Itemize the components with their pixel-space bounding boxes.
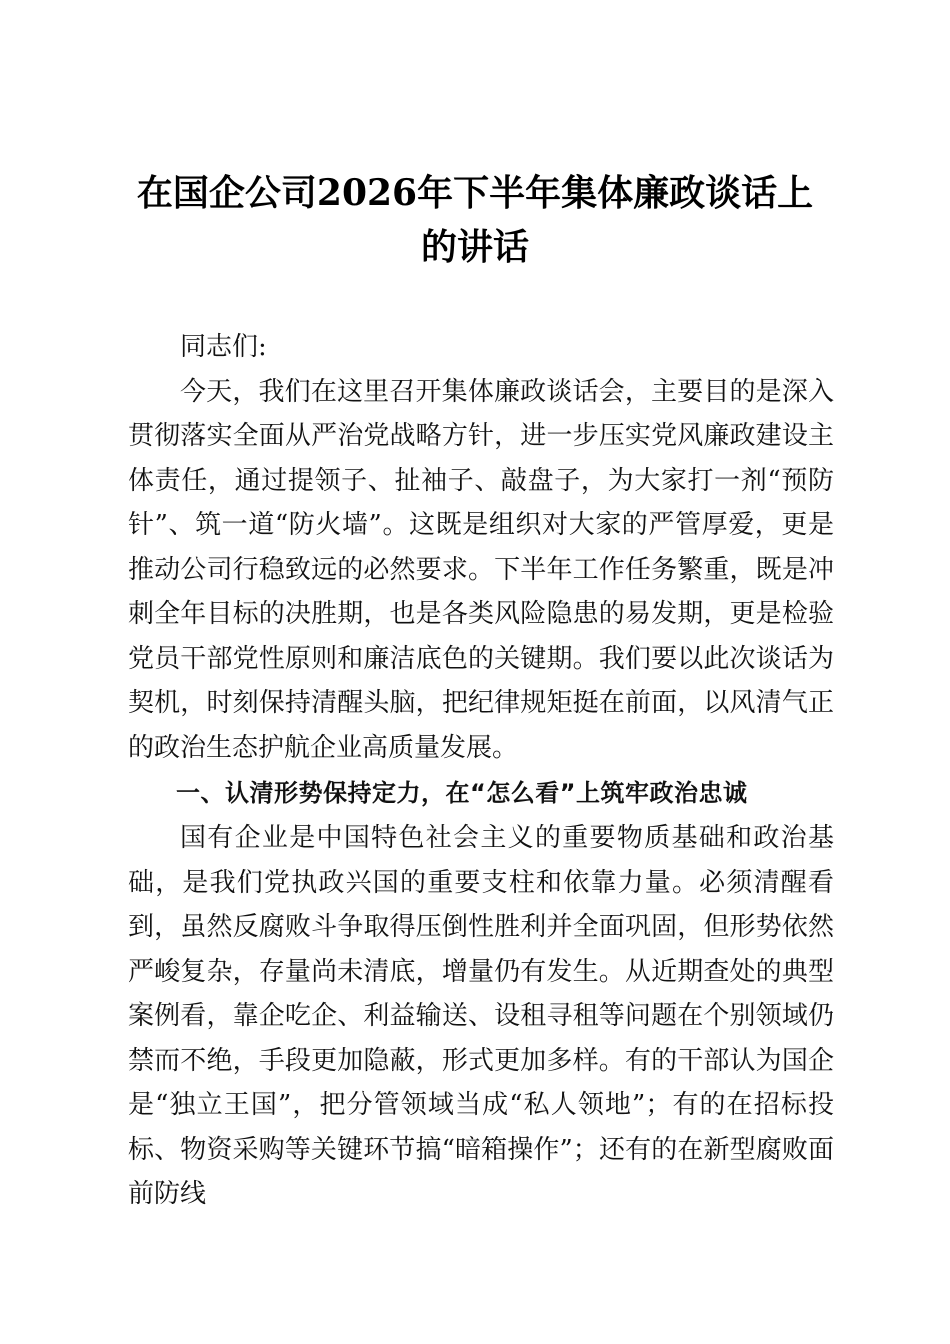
section-1-paragraph: 国有企业是中国特色社会主义的重要物质基础和政治基础，是我们党执政兴国的重要支柱和依靠力量。必须清醒看到，虽然反腐败斗争取得压倒性胜利并全面巩固，但形势依然严峻复杂，存量尚未清底，增量仍有发生。从近期查处的典型案例看，靠企吃企、利益输送、设租寻租等问题在个别领域仍禁而不绝，手段更加隐蔽，形式更加多样。有的干部认为国企是“独立王国”，把分管领域当成“私人领地”；有的在招标投标、物资采购等关键环节搞“暗箱操作”；还有的在新型腐败面前防线 (128, 823, 834, 1209)
section-heading-1: 一、认清形势保持定力，在“怎么看”上筑牢政治忠诚 (176, 779, 748, 807)
document-title: 在国企公司2026年下半年集体廉政谈话上的讲话 (136, 172, 814, 268)
salutation: 同志们: (180, 332, 267, 362)
document-body (128, 325, 834, 1217)
intro-paragraph: 今天，我们在这里召开集体廉政谈话会，主要目的是深入贯彻落实全面从严治党战略方针，进一步压实党风廉政建设主体责任，通过提领子、扯袖子、敲盘子，为大家打一剂“预防针”、筑一道“防火墙”。这既是组织对大家的严管厚爱，更是推动公司行稳致远的必然要求。下半年工作任务繁重，既是冲刺全年目标的决胜期，也是各类风险隐患的易发期，更是检验党员干部党性原则和廉洁底色的关键期。我们要以此次谈话为契机，时刻保持清醒头脑，把纪律规矩挺在前面，以风清气正的政治生态护航企业高质量发展。 (128, 376, 834, 763)
